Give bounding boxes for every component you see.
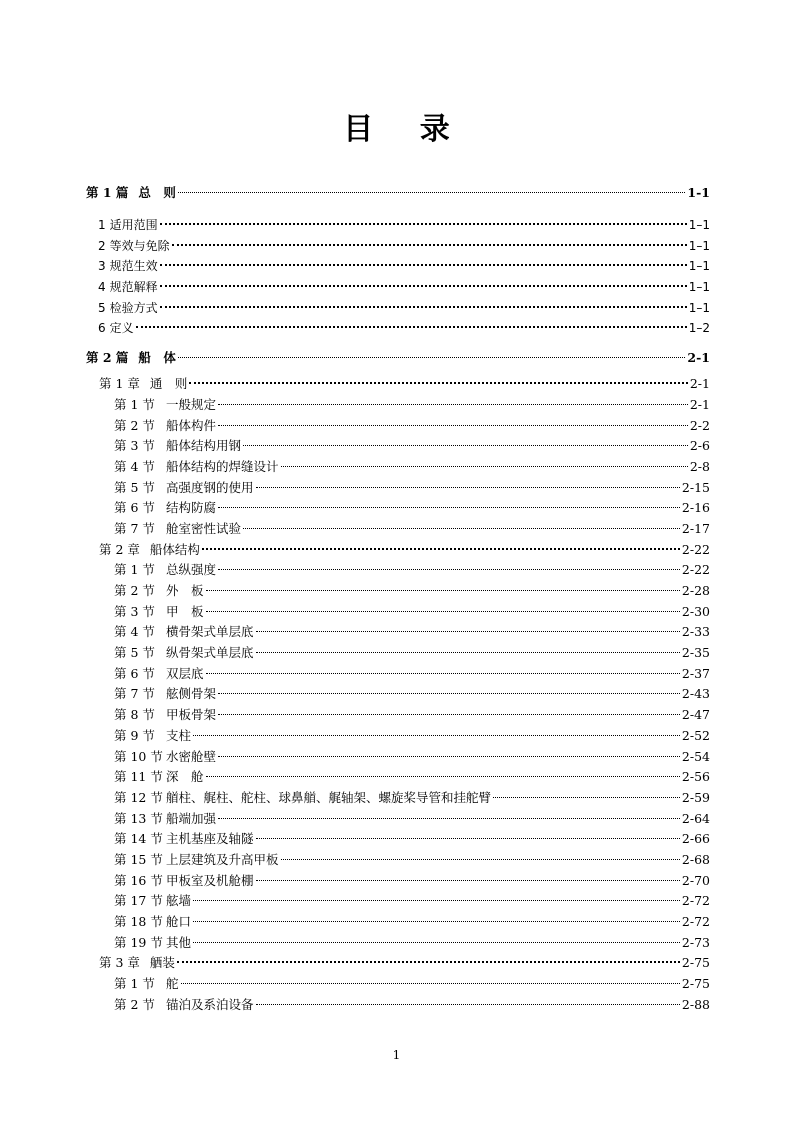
toc-entry-number: 第 19 节 [114,934,163,950]
toc-entry-node[interactable] [86,788,710,809]
toc-entry-page: 2-1 [687,350,710,366]
toc-entry-page: 1–1 [688,218,710,232]
toc-entry-label: 总 则 [138,185,176,200]
toc-entry-label: 等效与免除 [109,238,170,253]
toc-entry-node[interactable] [86,519,710,540]
toc-entry-number: 2 [98,238,106,253]
toc-entry-node[interactable] [86,726,710,747]
toc-entry-number: 5 [98,300,106,315]
toc-leader-dots [281,465,688,467]
toc-entry-page: 2-70 [681,872,710,888]
table-of-contents [86,180,710,1015]
toc-entry-label: 主机基座及轴隧 [166,831,254,847]
toc-leader-dots [206,589,680,591]
toc-entry-label: 高强度钢的使用 [166,479,254,495]
toc-entry-label: 深 舱 [166,769,204,785]
toc-leader-dots [181,982,680,984]
toc-entry-node[interactable] [86,912,710,933]
toc-entry-number: 第 5 节 [114,479,155,495]
toc-leader-dots [281,858,680,860]
toc-title: 目 录 [343,112,468,147]
toc-leader-dots [243,444,688,446]
toc-entry-page: 2-64 [681,810,710,826]
toc-entry-label: 艏柱、艉柱、舵柱、球鼻艏、艉轴架、螺旋桨导管和挂舵臂 [166,789,492,805]
toc-entry-label: 舵 [166,976,179,992]
toc-entry-sec[interactable] [86,298,710,319]
toc-entry-page: 2-22 [681,562,710,578]
toc-entry-page: 2-22 [681,541,710,557]
toc-entry-page: 2-6 [689,438,710,454]
toc-entry-page: 2-54 [681,748,710,764]
toc-entry-label: 舱室密性试验 [166,520,242,536]
toc-entry-page: 2-35 [681,645,710,661]
toc-entry-label: 舱口 [166,914,192,929]
toc-entry-label: 规范解释 [109,280,158,295]
toc-entry-label: 船 体 [138,350,176,366]
toc-entry-label: 舷侧骨架 [166,686,217,702]
toc-entry-number: 第 11 节 [114,769,163,785]
toc-entry-number: 1 [98,218,106,232]
toc-entry-label: 船体结构的焊缝设计 [166,458,279,474]
toc-entry-number: 第 2 节 [114,996,155,1012]
toc-entry-number: 3 [98,259,106,274]
toc-entry-node[interactable] [86,498,710,519]
toc-leader-dots [218,692,680,694]
toc-entry-node[interactable] [86,850,710,871]
toc-entry-label: 船端加强 [166,810,217,826]
toc-entry-node[interactable] [86,891,710,912]
toc-entry-label: 水密舱壁 [166,748,217,764]
toc-entry-number: 第 3 章 [99,955,140,971]
toc-entry-number: 第 2 章 [99,541,140,557]
toc-entry-label: 上层建筑及升高甲板 [166,851,279,867]
toc-entry-node[interactable] [86,436,710,457]
toc-entry-page: 2-33 [681,624,710,640]
toc-leader-dots [256,1003,680,1005]
toc-entry-sec[interactable] [86,236,710,257]
toc-entry-number: 第 18 节 [114,914,163,929]
toc-entry-page: 1-1 [687,185,710,200]
toc-entry-page: 2-30 [681,603,710,619]
toc-entry-number: 6 [98,321,106,336]
toc-leader-dots [218,506,680,508]
toc-entry-node[interactable] [86,416,710,437]
toc-leader-dots [193,941,680,943]
toc-entry-node[interactable] [86,705,710,726]
toc-entry-number: 第 1 章 [99,376,140,392]
toc-leader-dots [177,960,680,963]
toc-entry-number: 第 4 节 [114,624,155,640]
toc-entry-page: 2-73 [681,934,710,950]
toc-entry-page: 2-56 [681,769,710,785]
toc-entry-number: 第 6 节 [114,500,155,516]
toc-leader-dots [218,713,680,715]
toc-entry-label: 结构防腐 [166,500,217,516]
toc-entry-page: 2-75 [681,976,710,992]
toc-entry-number: 第 14 节 [114,831,163,847]
toc-entry-node[interactable] [86,602,710,623]
toc-leader-dots [256,837,680,839]
toc-entry-part[interactable] [86,180,710,209]
toc-entry-sec[interactable] [86,318,710,339]
toc-entry-page: 2-1 [689,396,710,412]
toc-entry-node[interactable] [86,933,710,954]
toc-entry-node[interactable] [86,871,710,892]
toc-entry-page: 2-66 [681,831,710,847]
toc-entry-node[interactable] [86,829,710,850]
toc-entry-label: 甲 板 [166,603,204,619]
toc-entry-number: 第 5 节 [114,645,155,661]
toc-entry-page: 2-72 [681,914,710,929]
toc-entry-page: 2-1 [689,376,710,392]
toc-leader-dots [160,263,687,266]
toc-entry-number: 第 7 节 [114,520,155,536]
toc-entry-number: 第 12 节 [114,789,163,805]
toc-entry-page: 1–1 [688,238,710,253]
toc-entry-sec[interactable] [86,215,710,236]
toc-entry-node[interactable] [86,581,710,602]
toc-entry-node[interactable] [86,767,710,788]
toc-leader-dots [206,672,680,674]
toc-entry-number: 第 9 节 [114,727,155,743]
toc-entry-node[interactable] [86,478,710,499]
toc-leader-dots [493,796,680,798]
toc-entry-label: 甲板室及机舱棚 [166,872,254,888]
toc-entry-page: 2-52 [681,727,710,743]
toc-leader-dots [160,284,687,287]
toc-leader-dots [256,879,680,881]
toc-entry-number: 第 16 节 [114,872,163,888]
toc-leader-dots [256,630,680,632]
toc-leader-dots [218,817,680,819]
toc-entry-page: 1–1 [688,280,710,295]
toc-leader-dots [206,610,680,612]
toc-leader-dots [178,356,685,358]
toc-leader-dots [160,222,687,225]
toc-entry-node[interactable] [86,622,710,643]
toc-entry-page: 2-68 [681,851,710,867]
toc-entry-page: 2-37 [681,665,710,681]
toc-leader-dots [202,547,680,550]
page-number: 1 [392,1048,401,1062]
toc-entry-number: 第 15 节 [114,851,163,867]
toc-entry-page: 1–2 [688,321,710,336]
toc-entry-label: 一般规定 [166,396,217,412]
toc-leader-dots [218,403,688,405]
toc-entry-page: 2-2 [689,417,710,433]
toc-entry-label: 检验方式 [109,300,158,315]
toc-leader-dots [256,651,680,653]
toc-entry-chap[interactable] [86,374,710,395]
toc-entry-number: 第 13 节 [114,810,163,826]
toc-leader-dots [193,734,680,736]
toc-entry-node[interactable] [86,664,710,685]
toc-entry-node[interactable] [86,747,710,768]
toc-entry-label: 船体构件 [166,417,217,433]
toc-entry-node[interactable] [86,995,710,1016]
toc-entry-number: 第 1 篇 [86,185,129,200]
toc-entry-number: 第 10 节 [114,748,163,764]
toc-entry-number: 第 4 节 [114,458,155,474]
toc-leader-dots [136,325,687,328]
toc-entry-sec[interactable] [86,256,710,277]
toc-entry-label: 总纵强度 [166,562,217,578]
toc-entry-number: 第 1 节 [114,562,155,578]
toc-entry-chap[interactable] [86,953,710,974]
toc-entry-label: 船体结构 [149,541,200,557]
toc-entry-label: 舾装 [149,955,175,971]
toc-entry-number: 第 6 节 [114,665,155,681]
toc-entry-number: 第 3 节 [114,438,155,454]
toc-entry-page: 2-28 [681,583,710,598]
toc-entry-page: 2-47 [681,707,710,723]
toc-entry-sec[interactable] [86,277,710,298]
toc-entry-page: 2-17 [681,520,710,536]
toc-entry-label: 双层底 [166,665,204,681]
toc-leader-dots [218,424,688,426]
toc-entry-node[interactable] [86,809,710,830]
toc-entry-node[interactable] [86,395,710,416]
toc-leader-dots [193,899,680,901]
toc-entry-number: 第 1 节 [114,976,155,992]
toc-entry-number: 第 2 节 [114,417,155,433]
toc-entry-number: 4 [98,280,106,295]
toc-entry-label: 锚泊及系泊设备 [166,996,254,1012]
toc-leader-dots [206,775,680,777]
toc-entry-number: 第 8 节 [114,707,155,723]
toc-entry-chap[interactable] [86,540,710,561]
toc-entry-page: 1–1 [688,300,710,315]
toc-leader-dots [172,243,687,246]
toc-entry-label: 横骨架式单层底 [166,624,254,640]
toc-entry-label: 规范生效 [109,259,158,274]
toc-leader-dots [218,755,680,757]
toc-entry-label: 定义 [109,321,134,336]
toc-entry-number: 第 17 节 [114,893,163,909]
toc-entry-number: 第 2 篇 [86,350,129,366]
toc-entry-page: 2-88 [681,996,710,1012]
toc-leader-dots [256,486,680,488]
toc-leader-dots [160,305,687,308]
toc-entry-number: 第 3 节 [114,603,155,619]
toc-leader-dots [218,568,680,570]
toc-entry-page: 2-75 [681,955,710,971]
toc-entry-part[interactable] [86,345,710,374]
toc-entry-node[interactable] [86,643,710,664]
toc-entry-page: 2-15 [681,479,710,495]
toc-entry-label: 其他 [166,934,192,950]
toc-entry-number: 第 2 节 [114,583,155,598]
toc-entry-node[interactable] [86,560,710,581]
toc-entry-label: 支柱 [166,727,192,743]
toc-entry-node[interactable] [86,974,710,995]
toc-entry-page: 1–1 [688,259,710,274]
toc-entry-page: 2-43 [681,686,710,702]
toc-leader-dots [189,381,687,384]
toc-entry-label: 纵骨架式单层底 [166,645,254,661]
toc-entry-label: 船体结构用钢 [166,438,242,454]
toc-entry-page: 2-8 [689,458,710,474]
toc-entry-label: 甲板骨架 [166,707,217,723]
toc-entry-node[interactable] [86,457,710,478]
toc-entry-node[interactable] [86,684,710,705]
toc-entry-page: 2-16 [681,500,710,516]
toc-entry-label: 通 则 [149,376,188,392]
toc-entry-number: 第 1 节 [114,396,155,412]
toc-leader-dots [193,920,680,922]
toc-entry-page: 2-72 [681,893,710,909]
toc-entry-label: 外 板 [166,583,204,598]
toc-entry-page: 2-59 [681,789,710,805]
toc-entry-number: 第 7 节 [114,686,155,702]
toc-entry-label: 适用范围 [109,218,158,232]
toc-leader-dots [178,191,685,193]
toc-entry-label: 舷墙 [166,893,192,909]
toc-leader-dots [243,527,680,529]
